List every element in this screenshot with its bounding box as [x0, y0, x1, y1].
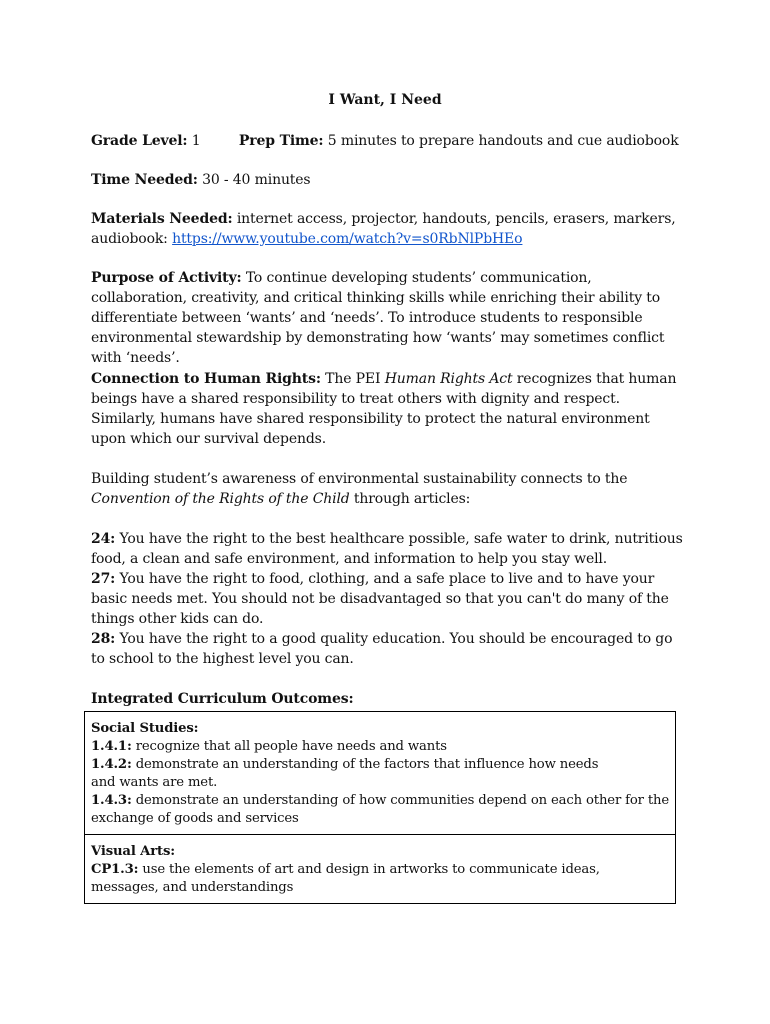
article-24 — [91, 529, 683, 569]
grade-prep-line — [91, 131, 683, 151]
outcome-code: 1.4.1: — [91, 739, 132, 754]
time-needed-line — [91, 170, 683, 190]
social-studies-cell — [85, 712, 675, 834]
article-number: 27: — [91, 571, 116, 587]
purpose-paragraph — [91, 268, 683, 368]
purpose-text: To continue developing students’ communication, collaboration, creativity, and critical thinking skills while enriching their ability to differentiate between ‘wants’ and ‘needs’. To introduce students to responsible environmental stewardship by demonstrating how ‘wants’ may sometimes conflict with ‘needs’. — [91, 270, 665, 366]
visual-arts-cell — [85, 834, 675, 903]
connection-post: recognizes that human beings have a shared responsibility to treat others with dignity and respect. Similarly, humans have shared responsibility to protect the natural environment upon which our survival depends. — [91, 371, 677, 447]
materials-paragraph — [91, 209, 683, 249]
article-27 — [91, 569, 683, 629]
outcome-text: demonstrate an understanding of the factors that influence how needs — [135, 757, 599, 772]
outcome-code: 1.4.2: — [91, 757, 132, 772]
page-title: I Want, I Need — [328, 92, 442, 108]
outcome-text: demonstrate an understanding of how communities depend on each other for the exchange of goods and services — [91, 793, 670, 826]
outcomes-heading — [91, 689, 683, 709]
audiobook-link[interactable]: https://www.youtube.com/watch?v=s0RbNlPbHEo — [172, 231, 523, 247]
outcome-code: CP1.3: — [91, 862, 139, 877]
article-text: You have the right to the best healthcare possible, safe water to drink, nutritious food, a clean and safe environment, and information to help you stay well. — [91, 531, 683, 567]
social-studies-heading: Social Studies: — [91, 721, 199, 736]
purpose-label: Purpose of Activity: — [91, 270, 242, 286]
time-needed-label: Time Needed: — [91, 172, 198, 188]
article-text: You have the right to food, clothing, and a safe place to live and to have your basic needs met. You should not be disadvantaged so that you can't do many of the things other kids can do. — [91, 571, 669, 627]
prep-time-label: Prep Time: — [238, 133, 324, 149]
article-text: You have the right to a good quality education. You should be encouraged to go to school to the highest level you can. — [91, 631, 673, 667]
materials-label: Materials Needed: — [91, 211, 233, 227]
human-rights-act: Human Rights Act — [384, 371, 513, 387]
convention-title: Convention of the Rights of the Child — [91, 491, 350, 507]
connection-paragraph — [91, 369, 683, 449]
time-needed-value: 30 - 40 minutes — [202, 172, 311, 188]
article-number: 24: — [91, 531, 116, 547]
building-paragraph — [91, 469, 683, 509]
outcome-code: 1.4.3: — [91, 793, 132, 808]
outcomes-table — [84, 711, 676, 904]
building-post: through articles: — [353, 491, 471, 507]
article-number: 28: — [91, 631, 116, 647]
materials-value: internet access, projector, handouts, pencils, erasers, markers, — [236, 211, 676, 227]
audiobook-label: audiobook: — [91, 231, 168, 247]
grade-level-label: Grade Level: — [91, 133, 188, 149]
connection-pre: The PEI — [325, 371, 381, 387]
prep-time-value: 5 minutes to prepare handouts and cue audiobook — [327, 133, 679, 149]
outcome-text: use the elements of art and design in artworks to communicate ideas, messages, and understandings — [91, 862, 600, 895]
outcome-text: recognize that all people have needs and wants — [135, 739, 447, 754]
grade-level-value: 1 — [191, 133, 201, 149]
article-28 — [91, 629, 683, 669]
building-pre: Building student’s awareness of environmental sustainability connects to the — [91, 471, 628, 487]
connection-label: Connection to Human Rights: — [91, 371, 321, 387]
visual-arts-heading: Visual Arts: — [91, 844, 175, 859]
outcome-text-continued: and wants are met. — [91, 775, 218, 790]
outcomes-heading-text: Integrated Curriculum Outcomes: — [91, 691, 354, 707]
articles-list — [91, 529, 683, 669]
